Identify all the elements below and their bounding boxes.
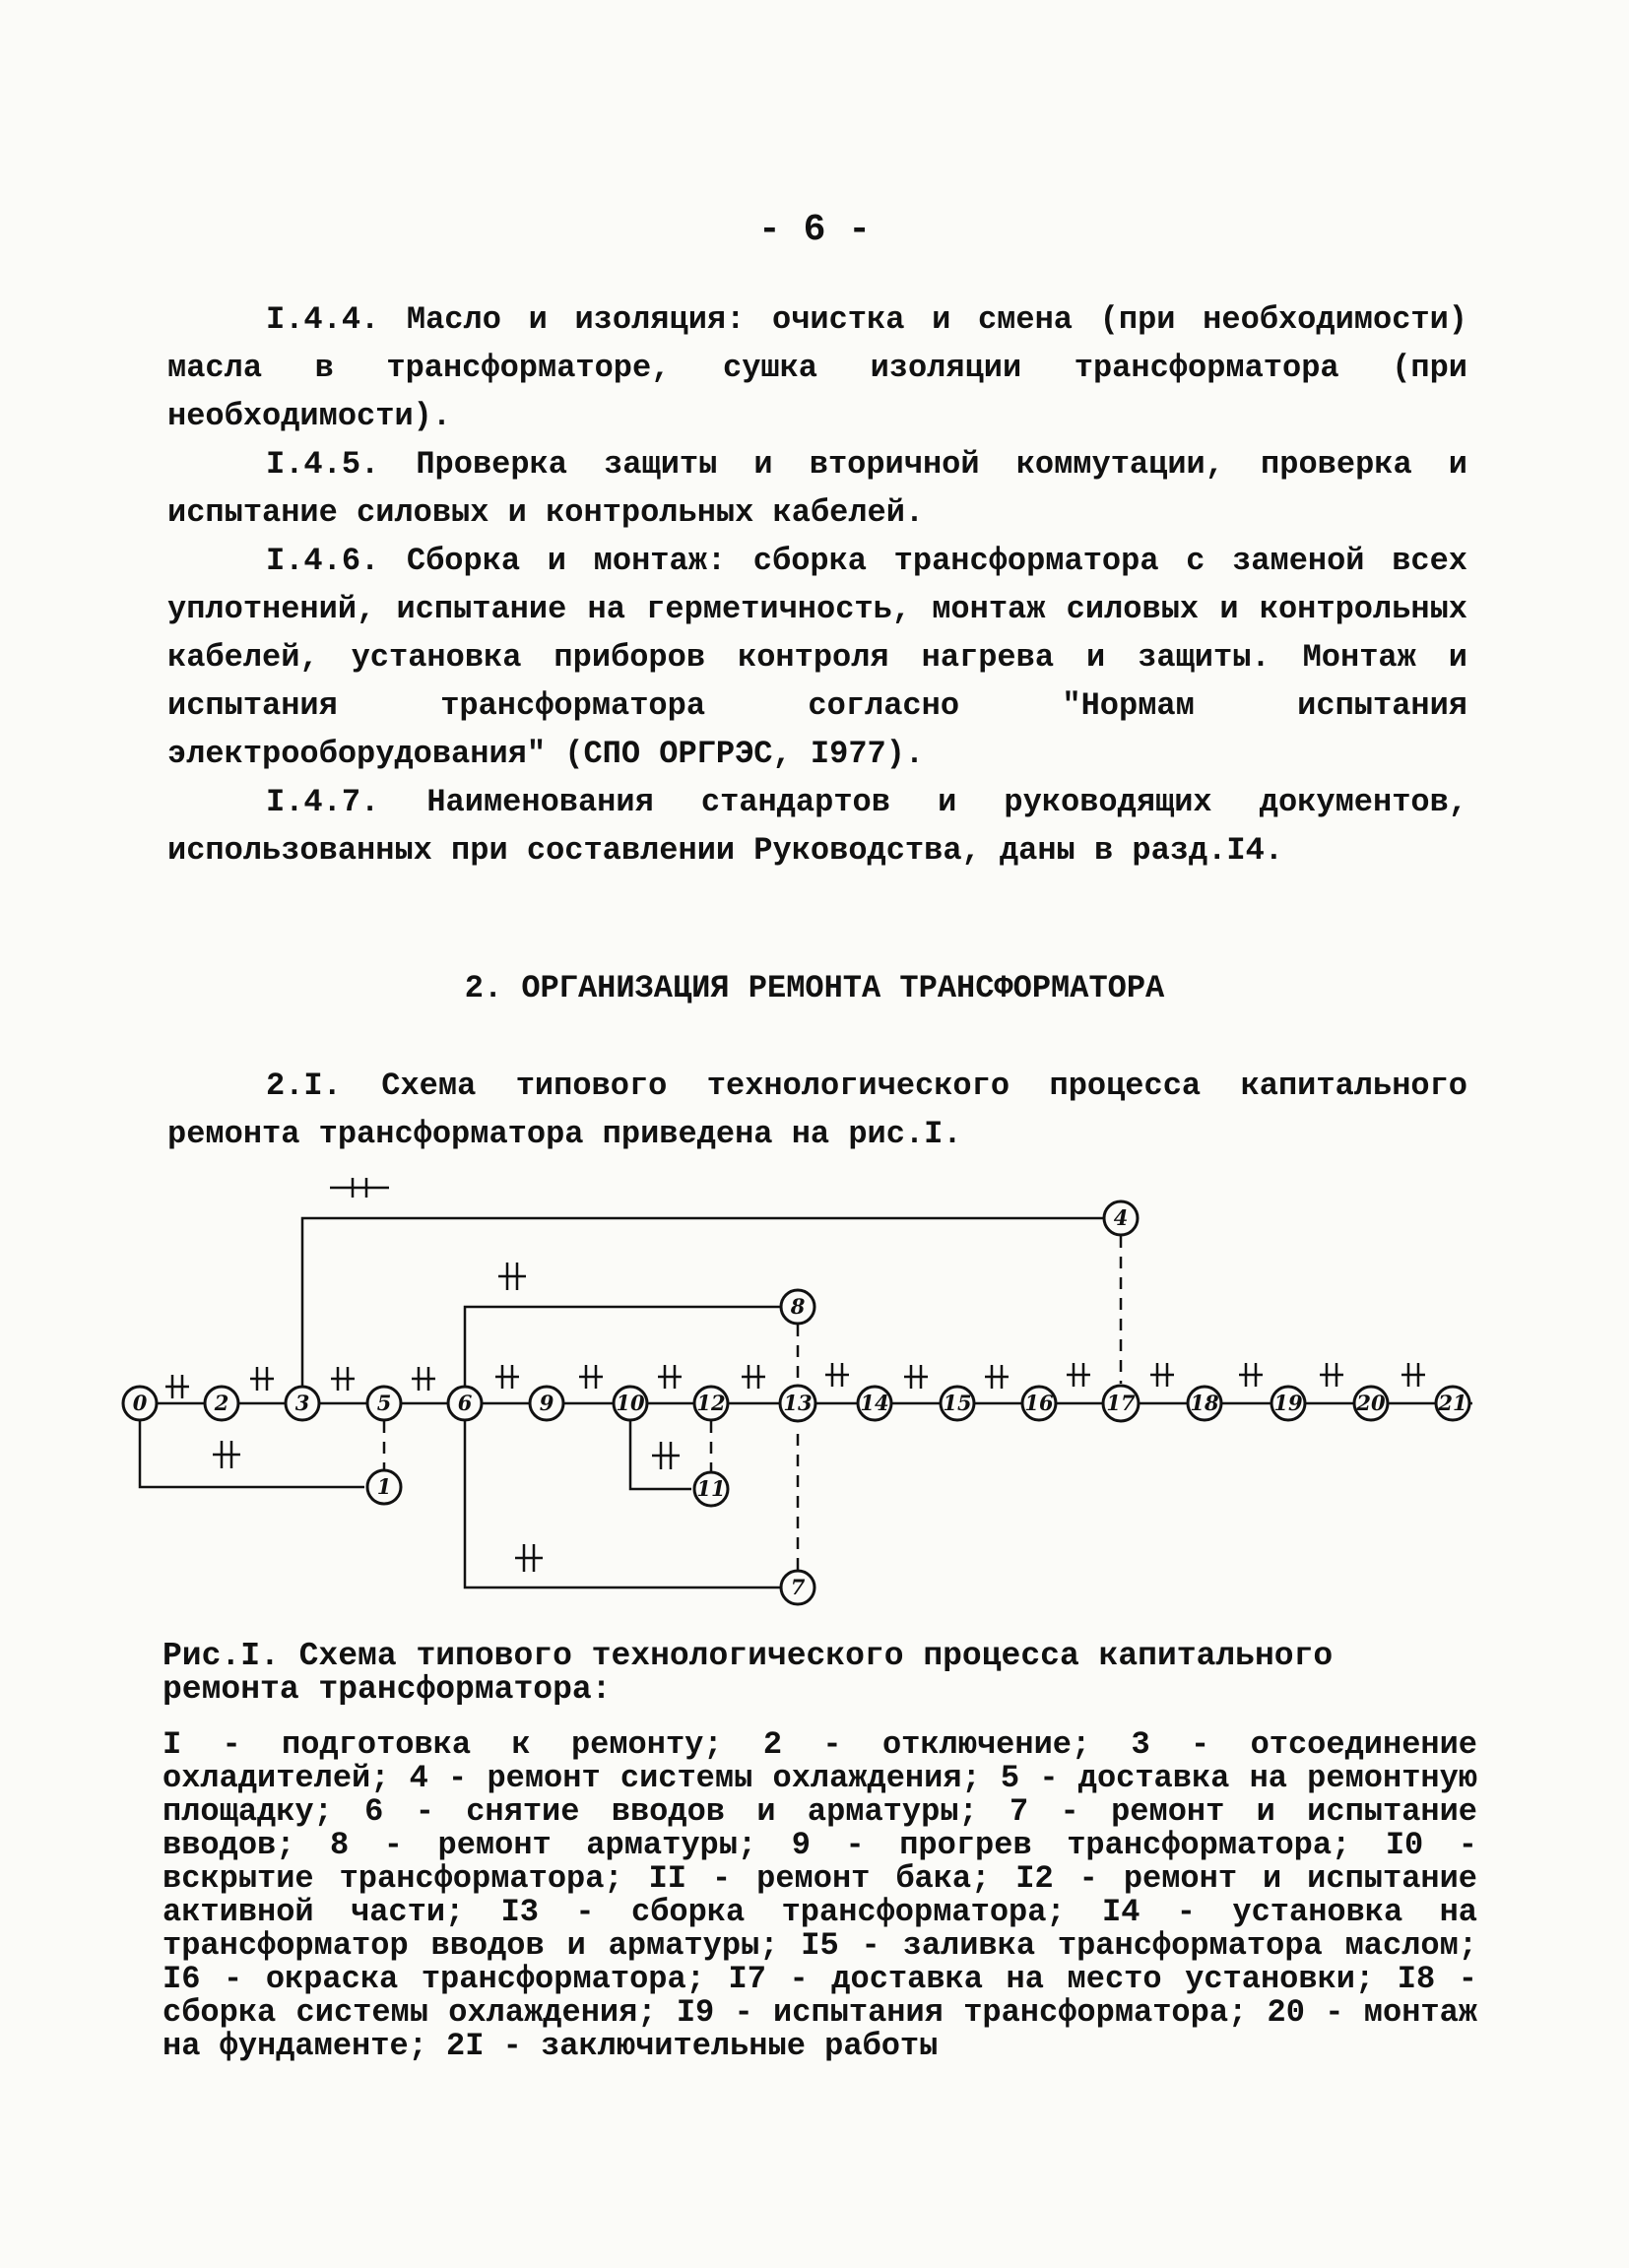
edge-0-1 (140, 1403, 364, 1487)
svg-text:4: 4 (1113, 1205, 1129, 1230)
node-7 (781, 1571, 814, 1604)
svg-text:12: 12 (696, 1391, 726, 1415)
paragraph-1-4-6: I.4.6. Сборка и монтаж: сборка трансформатора с заменой всех уплотнений, испытание на герметичность, монтаж силовых и контрольных кабелей, установка приборов контроля нагрева и защиты. Монтаж и испытания трансформатора согласно "Нормам испытания электрооборудования" (СПО ОРГРЭС, I977). (167, 543, 1467, 772)
paragraph-1-4-4: I.4.4. Масло и изоляция: очистка и смена (при необходимости) масла в трансформаторе, сушка изоляции трансформатора (при необходимости). (167, 301, 1467, 434)
figure-caption-title: Рис.I. Схема типового технологического процесса капитального ремонта трансформатора: (163, 1638, 1334, 1708)
node-4 (1104, 1201, 1138, 1235)
edge-6-7 (465, 1403, 780, 1588)
svg-text:8: 8 (790, 1294, 806, 1319)
svg-text:19: 19 (1273, 1391, 1303, 1415)
svg-text:18: 18 (1190, 1391, 1219, 1415)
intro-paragraph: 2.I. Схема типового технологического процесса капитального ремонта трансформатора приведена на рис.I. (167, 1068, 1467, 1152)
node-21 (1436, 1387, 1469, 1420)
svg-text:6: 6 (457, 1391, 473, 1415)
node-3 (286, 1387, 319, 1420)
node-12 (694, 1387, 728, 1420)
node-8 (781, 1290, 814, 1324)
node-5 (367, 1387, 401, 1420)
svg-text:0: 0 (132, 1391, 148, 1415)
node-0 (123, 1387, 157, 1420)
svg-text:10: 10 (616, 1391, 645, 1415)
node-15 (941, 1387, 974, 1420)
edge-tick-marks (165, 1178, 1425, 1572)
svg-text:13: 13 (783, 1391, 813, 1415)
node-9 (530, 1387, 563, 1420)
svg-text:17: 17 (1106, 1391, 1136, 1415)
svg-text:20: 20 (1356, 1391, 1386, 1415)
node-6 (448, 1387, 482, 1420)
svg-text:1: 1 (376, 1474, 392, 1499)
node-17 (1103, 1386, 1139, 1421)
node-20 (1354, 1387, 1388, 1420)
node-11 (694, 1472, 728, 1506)
svg-text:14: 14 (860, 1391, 889, 1415)
svg-text:2: 2 (214, 1391, 229, 1415)
page-number: - 6 - (757, 209, 872, 251)
node-18 (1188, 1387, 1221, 1420)
svg-text:15: 15 (943, 1391, 972, 1415)
svg-text:3: 3 (294, 1391, 310, 1415)
svg-text:7: 7 (790, 1575, 806, 1599)
figure-legend: I - подготовка к ремонту; 2 - отключение; 3 - отсоединение охладителей; 4 - ремонт системы охлаждения; 5 - доставка на ремонтную площадку; 6 - снятие вводов и арматуры; 7 - ремонт и испытание вводов; 8 - ремонт арматуры; 9 - прогрев трансформатора; I0 - вскрытие трансформатора; II - ремонт бака; I2 - ремонт и испытание активной части; I3 - сборка трансформатора; I4 - установка на трансформатор вводов и арматуры; I5 - заливка трансформатора маслом; I6 - окраска трансформатора; I7 - доставка на место установки; I8 - сборка системы охлаждения; I9 - испытания трансформатора; 20 - монтаж на фундаменте; 2I - заключительные работы (163, 1726, 1477, 2064)
svg-text:21: 21 (1438, 1391, 1467, 1415)
node-19 (1271, 1387, 1305, 1420)
node-1 (367, 1470, 401, 1504)
node-16 (1022, 1387, 1056, 1420)
section-heading: 2. ОРГАНИЗАЦИЯ РЕМОНТА ТРАНСФОРМАТОРА (464, 970, 1165, 1006)
node-2 (205, 1387, 238, 1420)
edge-3-4 (302, 1218, 1103, 1403)
svg-text:9: 9 (539, 1391, 554, 1415)
node-14 (858, 1387, 891, 1420)
svg-text:11: 11 (696, 1476, 726, 1501)
node-10 (614, 1387, 647, 1420)
node-13 (780, 1386, 815, 1421)
svg-text:16: 16 (1024, 1391, 1054, 1415)
paragraph-1-4-5: I.4.5. Проверка защиты и вторичной коммутации, проверка и испытание силовых и контрольных кабелей. (167, 446, 1467, 531)
paragraph-1-4-7: I.4.7. Наименования стандартов и руководящих документов, использованных при составлении Руководства, даны в разд.I4. (167, 784, 1467, 869)
svg-text:5: 5 (376, 1391, 392, 1415)
